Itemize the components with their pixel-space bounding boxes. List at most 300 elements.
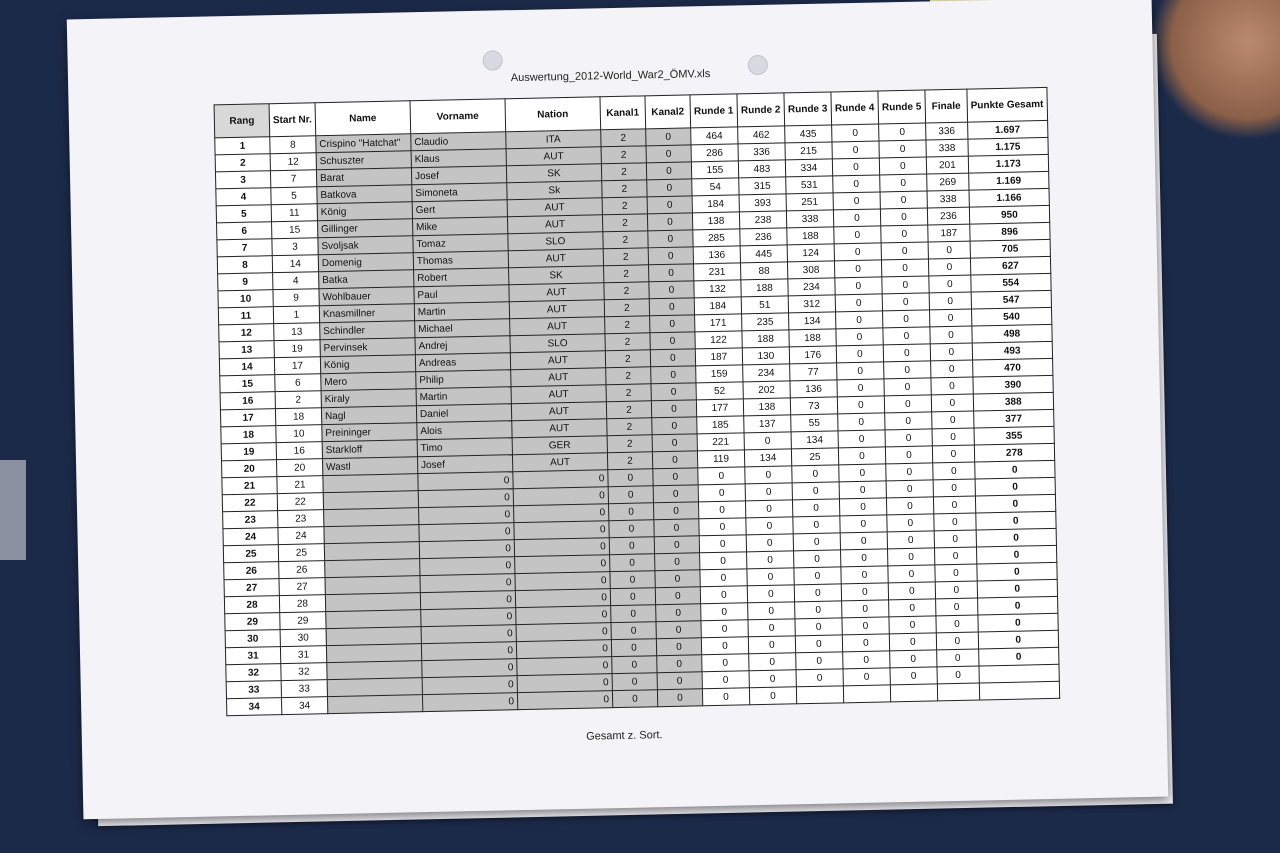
cell-kanal1: 0	[612, 656, 657, 674]
cell-punkte-gesamt: 950	[969, 205, 1049, 224]
cell-runde5: 0	[881, 242, 928, 260]
cell-runde2: 88	[740, 262, 787, 280]
cell-name	[323, 491, 418, 510]
cell-runde1: 122	[695, 331, 742, 349]
cell-kanal1: 0	[608, 469, 653, 487]
cell-finale: 0	[929, 275, 971, 293]
cell-runde1: 0	[701, 603, 748, 621]
header-punkte-gesamt: Punkte Gesamt	[967, 87, 1047, 122]
cell-nation: SK	[508, 266, 603, 285]
cell-runde2: 235	[741, 313, 788, 331]
cell-runde4: 0	[840, 532, 887, 550]
cell-kanal2: 0	[654, 536, 699, 554]
cell-runde4: 0	[838, 430, 885, 448]
cell-kanal2: 0	[654, 519, 699, 537]
cell-rang: 34	[227, 698, 282, 716]
cell-nation: AUT	[508, 249, 603, 268]
cell-name: Barat	[316, 168, 411, 187]
cell-start-nr: 8	[270, 136, 316, 154]
cell-kanal2: 0	[655, 570, 700, 588]
cell-kanal1: 0	[609, 554, 654, 572]
cell-name: Pervinsek	[320, 338, 415, 357]
cell-runde3: 251	[786, 193, 833, 211]
cell-kanal1: 2	[604, 282, 649, 300]
cell-vorname: Timo	[417, 438, 512, 457]
cell-vorname: 0	[421, 625, 516, 644]
cell-nation: 0	[515, 589, 610, 608]
cell-runde5: 0	[890, 667, 937, 685]
cell-rang: 6	[217, 222, 272, 240]
cell-kanal1: 0	[611, 605, 656, 623]
cell-finale: 269	[927, 173, 969, 191]
cell-kanal1: 2	[603, 265, 648, 283]
cell-punkte-gesamt: 0	[978, 613, 1058, 632]
cell-nation: AUT	[512, 453, 607, 472]
cell-runde5: 0	[884, 395, 931, 413]
cell-kanal2: 0	[648, 247, 693, 265]
cell-runde3: 338	[786, 210, 833, 228]
cell-runde5: 0	[885, 446, 932, 464]
cell-finale: 0	[928, 258, 970, 276]
cell-runde4: 0	[832, 158, 879, 176]
cell-name: Crispino "Hatchat"	[316, 134, 411, 153]
cell-kanal2: 0	[652, 434, 697, 452]
cell-runde1: 136	[693, 246, 740, 264]
cell-runde4: 0	[843, 668, 890, 686]
cell-start-nr: 22	[277, 493, 323, 511]
cell-start-nr: 13	[274, 323, 320, 341]
cell-runde2: 238	[739, 211, 786, 229]
cell-runde2: 462	[738, 126, 785, 144]
cell-runde3: 531	[786, 176, 833, 194]
cell-runde5	[890, 684, 937, 702]
cell-runde1: 231	[693, 263, 740, 281]
header-start-nr: Start Nr.	[269, 103, 316, 137]
cell-kanal1: 0	[610, 588, 655, 606]
cell-runde4: 0	[841, 566, 888, 584]
cell-rang: 14	[219, 358, 274, 376]
cell-start-nr: 2	[275, 391, 321, 409]
cell-kanal2: 0	[646, 145, 691, 163]
cell-runde1: 132	[694, 280, 741, 298]
cell-vorname: 0	[418, 472, 513, 491]
cell-nation: 0	[517, 657, 612, 676]
cell-vorname: Josef	[411, 166, 506, 185]
cell-runde5: 0	[889, 633, 936, 651]
cell-kanal1: 0	[609, 537, 654, 555]
cell-nation: 0	[514, 521, 609, 540]
cell-nation: AUT	[509, 300, 604, 319]
header-name: Name	[315, 101, 411, 136]
cell-start-nr: 18	[275, 408, 321, 426]
cell-runde3: 0	[792, 499, 839, 517]
cell-kanal1: 2	[603, 231, 648, 249]
cell-runde2: 236	[740, 228, 787, 246]
cell-finale: 0	[933, 479, 975, 497]
cell-rang: 3	[215, 171, 270, 189]
cell-kanal1: 2	[604, 299, 649, 317]
cell-runde5: 0	[881, 225, 928, 243]
cell-name	[327, 678, 422, 697]
cell-name: Batka	[318, 270, 413, 289]
cell-runde2: 0	[745, 483, 792, 501]
cell-runde3: 308	[787, 261, 834, 279]
header-runde2: Runde 2	[737, 93, 785, 127]
cell-runde3: 334	[785, 159, 832, 177]
cell-punkte-gesamt: 1.173	[968, 154, 1048, 173]
cell-vorname: Josef	[417, 455, 512, 474]
cell-runde4: 0	[832, 141, 879, 159]
cell-runde4: 0	[839, 481, 886, 499]
cell-nation: SLO	[510, 334, 605, 353]
cell-rang: 4	[216, 188, 271, 206]
cell-finale: 0	[930, 343, 972, 361]
cell-runde4: 0	[835, 311, 882, 329]
cell-name: Schindler	[320, 321, 415, 340]
cell-punkte-gesamt: 0	[976, 511, 1056, 530]
cell-punkte-gesamt: 627	[970, 256, 1050, 275]
cell-runde5: 0	[883, 361, 930, 379]
results-table-body	[215, 120, 1060, 715]
cell-runde1: 464	[691, 127, 738, 145]
cell-finale: 0	[936, 615, 978, 633]
cell-kanal2: 0	[655, 587, 700, 605]
cell-runde3: 124	[787, 244, 834, 262]
cell-vorname: Martin	[416, 387, 511, 406]
cell-runde5: 0	[889, 616, 936, 634]
cell-finale: 0	[929, 309, 971, 327]
cell-kanal2: 0	[657, 672, 702, 690]
cell-kanal1: 0	[609, 520, 654, 538]
cell-rang: 27	[224, 579, 279, 597]
cell-runde3: 188	[789, 329, 836, 347]
cell-runde4: 0	[832, 124, 879, 142]
cell-rang: 31	[225, 647, 280, 665]
cell-runde1: 0	[702, 688, 749, 706]
cell-kanal2: 0	[646, 162, 691, 180]
header-runde3: Runde 3	[784, 92, 832, 126]
cell-runde4: 0	[833, 209, 880, 227]
cell-vorname: Alois	[417, 421, 512, 440]
cell-rang: 18	[221, 426, 276, 444]
cell-rang: 15	[220, 375, 275, 393]
hand-photo-element	[1150, 0, 1280, 140]
cell-name: Schuszter	[316, 151, 411, 170]
results-table	[214, 87, 1060, 716]
cell-runde5: 0	[887, 548, 934, 566]
cell-runde4: 0	[835, 294, 882, 312]
cell-kanal2: 0	[647, 196, 692, 214]
cell-start-nr: 17	[274, 357, 320, 375]
cell-runde2: 202	[743, 381, 790, 399]
cell-runde1: 0	[699, 518, 746, 536]
cell-vorname: Michael	[415, 319, 510, 338]
cell-punkte-gesamt: 0	[976, 545, 1056, 564]
cell-kanal2: 0	[654, 553, 699, 571]
cell-rang: 17	[220, 409, 275, 427]
cell-runde5: 0	[879, 123, 926, 141]
cell-runde4: 0	[840, 549, 887, 567]
cell-punkte-gesamt: 705	[970, 239, 1050, 258]
cell-kanal1: 2	[606, 401, 651, 419]
cell-runde2: 393	[739, 194, 786, 212]
cell-nation: 0	[515, 572, 610, 591]
cell-runde2: 0	[748, 636, 795, 654]
cell-vorname: 0	[421, 642, 516, 661]
cell-rang: 16	[220, 392, 275, 410]
cell-kanal2: 0	[651, 383, 696, 401]
cell-nation: AUT	[512, 419, 607, 438]
cell-name: Batkova	[317, 185, 412, 204]
cell-punkte-gesamt: 470	[972, 358, 1052, 377]
cell-runde2: 137	[744, 415, 791, 433]
cell-finale: 0	[931, 377, 973, 395]
cell-rang: 12	[219, 324, 274, 342]
cell-runde2: 188	[742, 330, 789, 348]
cell-kanal1: 2	[606, 367, 651, 385]
cell-kanal1: 0	[612, 690, 657, 708]
cell-punkte-gesamt: 498	[972, 324, 1052, 343]
cell-runde5: 0	[887, 531, 934, 549]
cell-vorname: Andreas	[415, 353, 510, 372]
cell-nation: AUT	[506, 147, 601, 166]
header-rang: Rang	[214, 104, 270, 138]
cell-name: Preininger	[322, 423, 417, 442]
cell-start-nr: 5	[271, 187, 317, 205]
cell-nation: AUT	[507, 215, 602, 234]
cell-runde2: 336	[738, 143, 785, 161]
cell-runde2: 0	[746, 534, 793, 552]
cell-rang: 19	[221, 443, 276, 461]
cell-nation: 0	[514, 555, 609, 574]
cell-punkte-gesamt: 0	[975, 494, 1055, 513]
cell-runde3: 134	[791, 431, 838, 449]
cell-kanal2: 0	[650, 332, 695, 350]
cell-runde3: 25	[791, 448, 838, 466]
cell-vorname: 0	[418, 489, 513, 508]
cell-kanal1: 2	[602, 180, 647, 198]
cell-runde3: 134	[788, 312, 835, 330]
cell-rang: 10	[218, 290, 273, 308]
cell-vorname: Robert	[413, 268, 508, 287]
cell-runde2: 0	[749, 653, 796, 671]
cell-runde3: 234	[788, 278, 835, 296]
cell-vorname: 0	[421, 608, 516, 627]
cell-runde4: 0	[842, 634, 889, 652]
cell-runde4: 0	[833, 175, 880, 193]
cell-runde4: 0	[839, 498, 886, 516]
cell-runde1: 177	[696, 399, 743, 417]
cell-runde2: 0	[749, 670, 796, 688]
cell-start-nr: 25	[278, 544, 324, 562]
cell-kanal2: 0	[649, 281, 694, 299]
cell-name: Knasmillner	[319, 304, 414, 323]
cell-runde3: 0	[793, 516, 840, 534]
cell-finale: 201	[926, 156, 968, 174]
cell-kanal2: 0	[652, 451, 697, 469]
header-runde1: Runde 1	[690, 94, 738, 128]
cell-runde4: 0	[834, 260, 881, 278]
cell-punkte-gesamt: 390	[973, 375, 1053, 394]
cell-nation: AUT	[511, 368, 606, 387]
cell-kanal1: 2	[603, 248, 648, 266]
cell-nation: 0	[513, 504, 608, 523]
cell-kanal2: 0	[651, 400, 696, 418]
cell-runde3: 0	[795, 618, 842, 636]
cell-runde1: 119	[697, 450, 744, 468]
cell-name: König	[320, 355, 415, 374]
cell-vorname: Gert	[412, 200, 507, 219]
cell-kanal1: 0	[611, 622, 656, 640]
cell-name: Gillinger	[317, 219, 412, 238]
cell-name	[327, 695, 422, 714]
cell-runde2: 0	[745, 466, 792, 484]
cell-runde1: 54	[692, 178, 739, 196]
cell-kanal1: 2	[604, 316, 649, 334]
cell-vorname: Daniel	[416, 404, 511, 423]
cell-punkte-gesamt: 0	[978, 630, 1058, 649]
cell-rang: 7	[217, 239, 272, 257]
cell-kanal2: 0	[656, 604, 701, 622]
cell-runde4: 0	[837, 379, 884, 397]
background-object	[0, 460, 26, 560]
cell-runde5: 0	[884, 378, 931, 396]
cell-runde3: 0	[793, 533, 840, 551]
cell-start-nr: 14	[272, 255, 318, 273]
cell-vorname: 0	[419, 540, 514, 559]
cell-runde1: 159	[696, 365, 743, 383]
cell-runde1: 0	[699, 535, 746, 553]
cell-finale: 0	[937, 649, 979, 667]
cell-runde1: 285	[693, 229, 740, 247]
cell-runde1: 187	[695, 348, 742, 366]
cell-start-nr: 30	[280, 629, 326, 647]
cell-start-nr: 7	[270, 170, 316, 188]
cell-runde1: 185	[697, 416, 744, 434]
cell-runde3: 0	[795, 635, 842, 653]
cell-rang: 26	[224, 562, 279, 580]
cell-kanal2: 0	[649, 315, 694, 333]
cell-kanal2: 0	[648, 264, 693, 282]
cell-runde3: 0	[792, 482, 839, 500]
cell-runde3: 0	[794, 584, 841, 602]
cell-runde2: 0	[744, 432, 791, 450]
cell-nation: 0	[513, 470, 608, 489]
cell-nation: 0	[517, 691, 612, 710]
cell-runde5: 0	[882, 276, 929, 294]
cell-finale: 0	[932, 445, 974, 463]
cell-rang: 32	[226, 664, 281, 682]
cell-vorname: 0	[420, 574, 515, 593]
cell-start-nr: 27	[279, 578, 325, 596]
cell-runde1: 184	[692, 195, 739, 213]
cell-runde5: 0	[880, 191, 927, 209]
cell-rang: 33	[226, 681, 281, 699]
cell-runde2: 445	[740, 245, 787, 263]
cell-runde5: 0	[883, 344, 930, 362]
cell-rang: 30	[225, 630, 280, 648]
cell-name: Domenig	[318, 253, 413, 272]
cell-punkte-gesamt: 1.175	[968, 137, 1048, 156]
cell-kanal2: 0	[653, 468, 698, 486]
cell-runde2: 0	[746, 551, 793, 569]
cell-finale: 336	[926, 122, 968, 140]
cell-vorname: Paul	[414, 285, 509, 304]
cell-start-nr: 9	[273, 289, 319, 307]
cell-vorname: 0	[420, 591, 515, 610]
cell-runde4: 0	[839, 464, 886, 482]
cell-runde1: 184	[694, 297, 741, 315]
cell-nation: AUT	[509, 283, 604, 302]
cell-vorname: Tomaz	[413, 234, 508, 253]
cell-runde5: 0	[879, 140, 926, 158]
cell-runde2: 138	[743, 398, 790, 416]
cell-finale: 187	[928, 224, 970, 242]
cell-runde2: 315	[739, 177, 786, 195]
cell-vorname: 0	[422, 659, 517, 678]
cell-vorname: 0	[422, 693, 517, 712]
cell-runde5: 0	[886, 463, 933, 481]
cell-punkte-gesamt: 0	[977, 596, 1057, 615]
cell-rang: 28	[224, 596, 279, 614]
cell-kanal1: 2	[605, 333, 650, 351]
cell-runde4: 0	[838, 413, 885, 431]
cell-start-nr: 24	[278, 527, 324, 545]
cell-runde5: 0	[888, 565, 935, 583]
cell-start-nr: 15	[272, 221, 318, 239]
cell-runde5: 0	[880, 174, 927, 192]
results-sheet	[67, 0, 1169, 819]
cell-name: Wohlbauer	[319, 287, 414, 306]
cell-runde1: 52	[696, 382, 743, 400]
cell-punkte-gesamt: 896	[970, 222, 1050, 241]
cell-runde1: 0	[698, 467, 745, 485]
cell-runde3: 215	[785, 142, 832, 160]
cell-runde4: 0	[834, 226, 881, 244]
cell-kanal1: 0	[608, 486, 653, 504]
cell-punkte-gesamt: 554	[971, 273, 1051, 292]
cell-runde2: 0	[748, 602, 795, 620]
cell-runde1: 0	[701, 620, 748, 638]
cell-kanal1: 2	[601, 129, 646, 147]
cell-runde4: 0	[838, 447, 885, 465]
cell-runde2: 0	[748, 619, 795, 637]
cell-runde3: 0	[792, 465, 839, 483]
cell-runde1: 155	[691, 161, 738, 179]
cell-start-nr: 16	[276, 442, 322, 460]
cell-punkte-gesamt: 388	[973, 392, 1053, 411]
cell-kanal1: 2	[602, 197, 647, 215]
cell-punkte-gesamt: 0	[975, 460, 1055, 479]
cell-finale: 0	[930, 360, 972, 378]
cell-runde1: 0	[698, 501, 745, 519]
cell-name	[323, 508, 418, 527]
cell-runde2: 0	[749, 687, 796, 705]
header-runde4: Runde 4	[831, 91, 879, 125]
cell-kanal2: 0	[646, 128, 691, 146]
cell-start-nr: 6	[275, 374, 321, 392]
cell-runde4: 0	[835, 277, 882, 295]
cell-runde1: 0	[701, 637, 748, 655]
cell-runde1: 171	[694, 314, 741, 332]
cell-name: Kiraly	[321, 389, 416, 408]
cell-runde4: 0	[837, 396, 884, 414]
cell-punkte-gesamt: 1.697	[967, 120, 1047, 139]
cell-nation: 0	[513, 487, 608, 506]
cell-punkte-gesamt: 493	[972, 341, 1052, 360]
cell-finale: 0	[935, 564, 977, 582]
sheet-footer: Gesamt z. Sort.	[586, 729, 663, 743]
